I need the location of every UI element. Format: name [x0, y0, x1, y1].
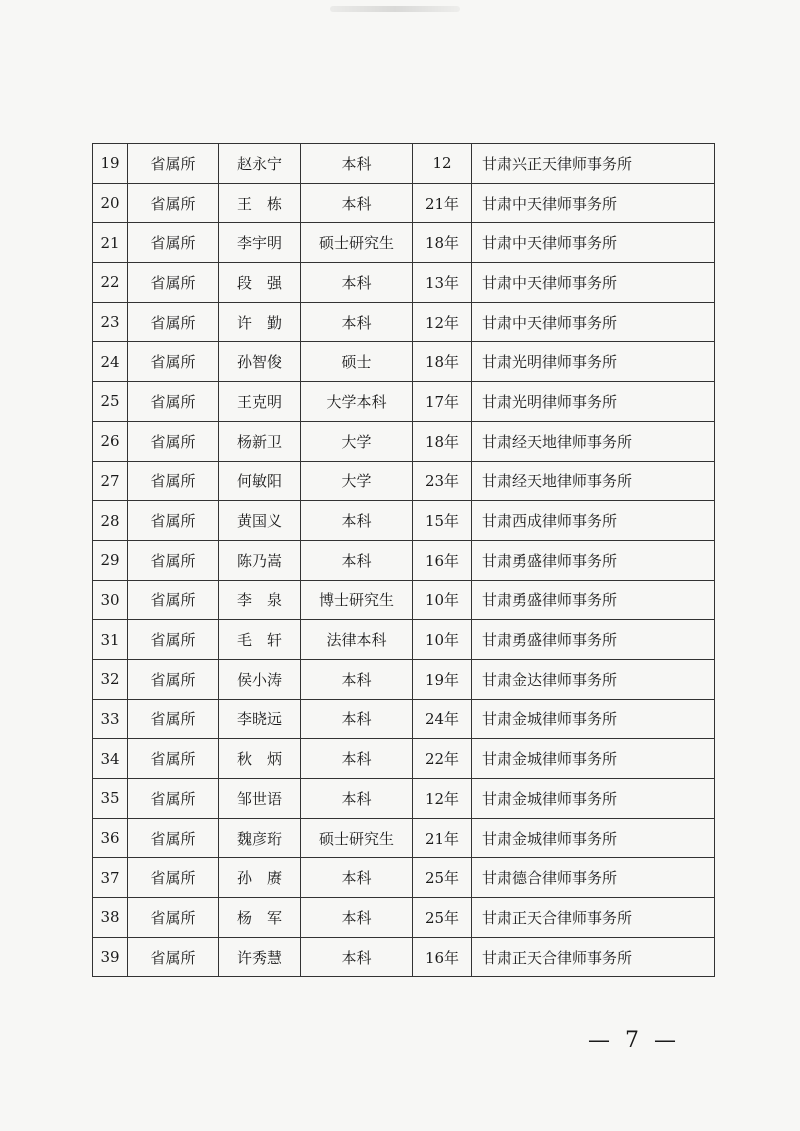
firm-type-cell: 省属所	[128, 659, 219, 699]
row-number-cell: 25	[93, 382, 128, 422]
lawyer-name-cell: 孙 赓	[219, 858, 301, 898]
lawyer-name-cell: 侯小涛	[219, 659, 301, 699]
firm-type-cell: 省属所	[128, 937, 219, 977]
education-cell: 本科	[301, 540, 413, 580]
education-cell: 法律本科	[301, 620, 413, 660]
firm-name-cell: 甘肃中天律师事务所	[472, 263, 715, 303]
practice-years-cell: 12年	[413, 779, 472, 819]
practice-years-cell: 12年	[413, 302, 472, 342]
lawyer-name-cell: 杨 军	[219, 898, 301, 938]
education-cell: 本科	[301, 858, 413, 898]
row-number-cell: 37	[93, 858, 128, 898]
table-row	[93, 302, 715, 342]
lawyer-name-cell: 孙智俊	[219, 342, 301, 382]
practice-years-cell: 21年	[413, 818, 472, 858]
education-cell: 本科	[301, 263, 413, 303]
practice-years-cell: 10年	[413, 620, 472, 660]
firm-name-cell: 甘肃中天律师事务所	[472, 183, 715, 223]
firm-type-cell: 省属所	[128, 382, 219, 422]
row-number-cell: 30	[93, 580, 128, 620]
firm-type-cell: 省属所	[128, 263, 219, 303]
lawyer-table-body	[93, 144, 715, 977]
firm-name-cell: 甘肃正天合律师事务所	[472, 937, 715, 977]
firm-name-cell: 甘肃中天律师事务所	[472, 223, 715, 263]
row-number-cell: 38	[93, 898, 128, 938]
firm-name-cell: 甘肃勇盛律师事务所	[472, 620, 715, 660]
practice-years-cell: 18年	[413, 342, 472, 382]
firm-name-cell: 甘肃金城律师事务所	[472, 739, 715, 779]
firm-name-cell: 甘肃中天律师事务所	[472, 302, 715, 342]
firm-type-cell: 省属所	[128, 144, 219, 184]
table-row	[93, 620, 715, 660]
education-cell: 硕士	[301, 342, 413, 382]
lawyer-name-cell: 李 泉	[219, 580, 301, 620]
practice-years-cell: 15年	[413, 501, 472, 541]
education-cell: 本科	[301, 183, 413, 223]
firm-type-cell: 省属所	[128, 818, 219, 858]
table-row	[93, 540, 715, 580]
education-cell: 本科	[301, 898, 413, 938]
row-number-cell: 19	[93, 144, 128, 184]
firm-type-cell: 省属所	[128, 739, 219, 779]
firm-type-cell: 省属所	[128, 858, 219, 898]
education-cell: 本科	[301, 699, 413, 739]
firm-name-cell: 甘肃西成律师事务所	[472, 501, 715, 541]
firm-type-cell: 省属所	[128, 779, 219, 819]
scan-artifact	[330, 6, 460, 12]
table-row	[93, 183, 715, 223]
education-cell: 大学	[301, 461, 413, 501]
education-cell: 本科	[301, 144, 413, 184]
row-number-cell: 26	[93, 421, 128, 461]
firm-type-cell: 省属所	[128, 620, 219, 660]
table-row	[93, 898, 715, 938]
firm-name-cell: 甘肃光明律师事务所	[472, 382, 715, 422]
firm-type-cell: 省属所	[128, 183, 219, 223]
education-cell: 本科	[301, 501, 413, 541]
education-cell: 硕士研究生	[301, 223, 413, 263]
practice-years-cell: 21年	[413, 183, 472, 223]
practice-years-cell: 16年	[413, 540, 472, 580]
lawyer-name-cell: 许 勤	[219, 302, 301, 342]
row-number-cell: 23	[93, 302, 128, 342]
education-cell: 大学本科	[301, 382, 413, 422]
row-number-cell: 27	[93, 461, 128, 501]
table-row	[93, 263, 715, 303]
practice-years-cell: 12	[413, 144, 472, 184]
table-row	[93, 342, 715, 382]
practice-years-cell: 13年	[413, 263, 472, 303]
row-number-cell: 20	[93, 183, 128, 223]
education-cell: 本科	[301, 937, 413, 977]
firm-type-cell: 省属所	[128, 223, 219, 263]
row-number-cell: 22	[93, 263, 128, 303]
lawyer-table	[92, 143, 715, 977]
education-cell: 本科	[301, 302, 413, 342]
lawyer-name-cell: 何敏阳	[219, 461, 301, 501]
firm-name-cell: 甘肃兴正天律师事务所	[472, 144, 715, 184]
table-row	[93, 659, 715, 699]
practice-years-cell: 16年	[413, 937, 472, 977]
firm-name-cell: 甘肃正天合律师事务所	[472, 898, 715, 938]
firm-name-cell: 甘肃金城律师事务所	[472, 779, 715, 819]
table-row	[93, 937, 715, 977]
row-number-cell: 29	[93, 540, 128, 580]
education-cell: 本科	[301, 659, 413, 699]
lawyer-name-cell: 王 栋	[219, 183, 301, 223]
lawyer-name-cell: 黄国义	[219, 501, 301, 541]
table-row	[93, 818, 715, 858]
row-number-cell: 33	[93, 699, 128, 739]
lawyer-name-cell: 赵永宁	[219, 144, 301, 184]
practice-years-cell: 18年	[413, 223, 472, 263]
firm-type-cell: 省属所	[128, 699, 219, 739]
practice-years-cell: 19年	[413, 659, 472, 699]
table-row	[93, 223, 715, 263]
firm-type-cell: 省属所	[128, 342, 219, 382]
firm-name-cell: 甘肃光明律师事务所	[472, 342, 715, 382]
table-row	[93, 699, 715, 739]
lawyer-name-cell: 杨新卫	[219, 421, 301, 461]
lawyer-name-cell: 王克明	[219, 382, 301, 422]
education-cell: 本科	[301, 779, 413, 819]
row-number-cell: 39	[93, 937, 128, 977]
lawyer-name-cell: 邹世语	[219, 779, 301, 819]
firm-name-cell: 甘肃金城律师事务所	[472, 818, 715, 858]
practice-years-cell: 25年	[413, 898, 472, 938]
lawyer-name-cell: 秋 炳	[219, 739, 301, 779]
row-number-cell: 24	[93, 342, 128, 382]
education-cell: 博士研究生	[301, 580, 413, 620]
practice-years-cell: 24年	[413, 699, 472, 739]
firm-type-cell: 省属所	[128, 461, 219, 501]
lawyer-name-cell: 陈乃嵩	[219, 540, 301, 580]
row-number-cell: 36	[93, 818, 128, 858]
row-number-cell: 32	[93, 659, 128, 699]
table-row	[93, 739, 715, 779]
table-row	[93, 144, 715, 184]
table-row	[93, 580, 715, 620]
firm-type-cell: 省属所	[128, 898, 219, 938]
table-row	[93, 501, 715, 541]
practice-years-cell: 18年	[413, 421, 472, 461]
education-cell: 硕士研究生	[301, 818, 413, 858]
row-number-cell: 34	[93, 739, 128, 779]
lawyer-name-cell: 段 强	[219, 263, 301, 303]
firm-type-cell: 省属所	[128, 302, 219, 342]
practice-years-cell: 22年	[413, 739, 472, 779]
lawyer-name-cell: 毛 轩	[219, 620, 301, 660]
page-number: — 7 —	[588, 1028, 680, 1053]
row-number-cell: 21	[93, 223, 128, 263]
row-number-cell: 28	[93, 501, 128, 541]
firm-type-cell: 省属所	[128, 421, 219, 461]
firm-type-cell: 省属所	[128, 501, 219, 541]
firm-type-cell: 省属所	[128, 540, 219, 580]
education-cell: 大学	[301, 421, 413, 461]
row-number-cell: 31	[93, 620, 128, 660]
table-row	[93, 461, 715, 501]
firm-name-cell: 甘肃德合律师事务所	[472, 858, 715, 898]
row-number-cell: 35	[93, 779, 128, 819]
lawyer-name-cell: 魏彦珩	[219, 818, 301, 858]
practice-years-cell: 17年	[413, 382, 472, 422]
firm-name-cell: 甘肃经天地律师事务所	[472, 421, 715, 461]
firm-type-cell: 省属所	[128, 580, 219, 620]
lawyer-name-cell: 李宇明	[219, 223, 301, 263]
firm-name-cell: 甘肃勇盛律师事务所	[472, 540, 715, 580]
lawyer-name-cell: 李晓远	[219, 699, 301, 739]
firm-name-cell: 甘肃金城律师事务所	[472, 699, 715, 739]
lawyer-name-cell: 许秀慧	[219, 937, 301, 977]
table-row	[93, 421, 715, 461]
table-row	[93, 382, 715, 422]
firm-name-cell: 甘肃勇盛律师事务所	[472, 580, 715, 620]
table-row	[93, 858, 715, 898]
firm-name-cell: 甘肃金达律师事务所	[472, 659, 715, 699]
practice-years-cell: 10年	[413, 580, 472, 620]
table-row	[93, 779, 715, 819]
practice-years-cell: 23年	[413, 461, 472, 501]
education-cell: 本科	[301, 739, 413, 779]
firm-name-cell: 甘肃经天地律师事务所	[472, 461, 715, 501]
practice-years-cell: 25年	[413, 858, 472, 898]
